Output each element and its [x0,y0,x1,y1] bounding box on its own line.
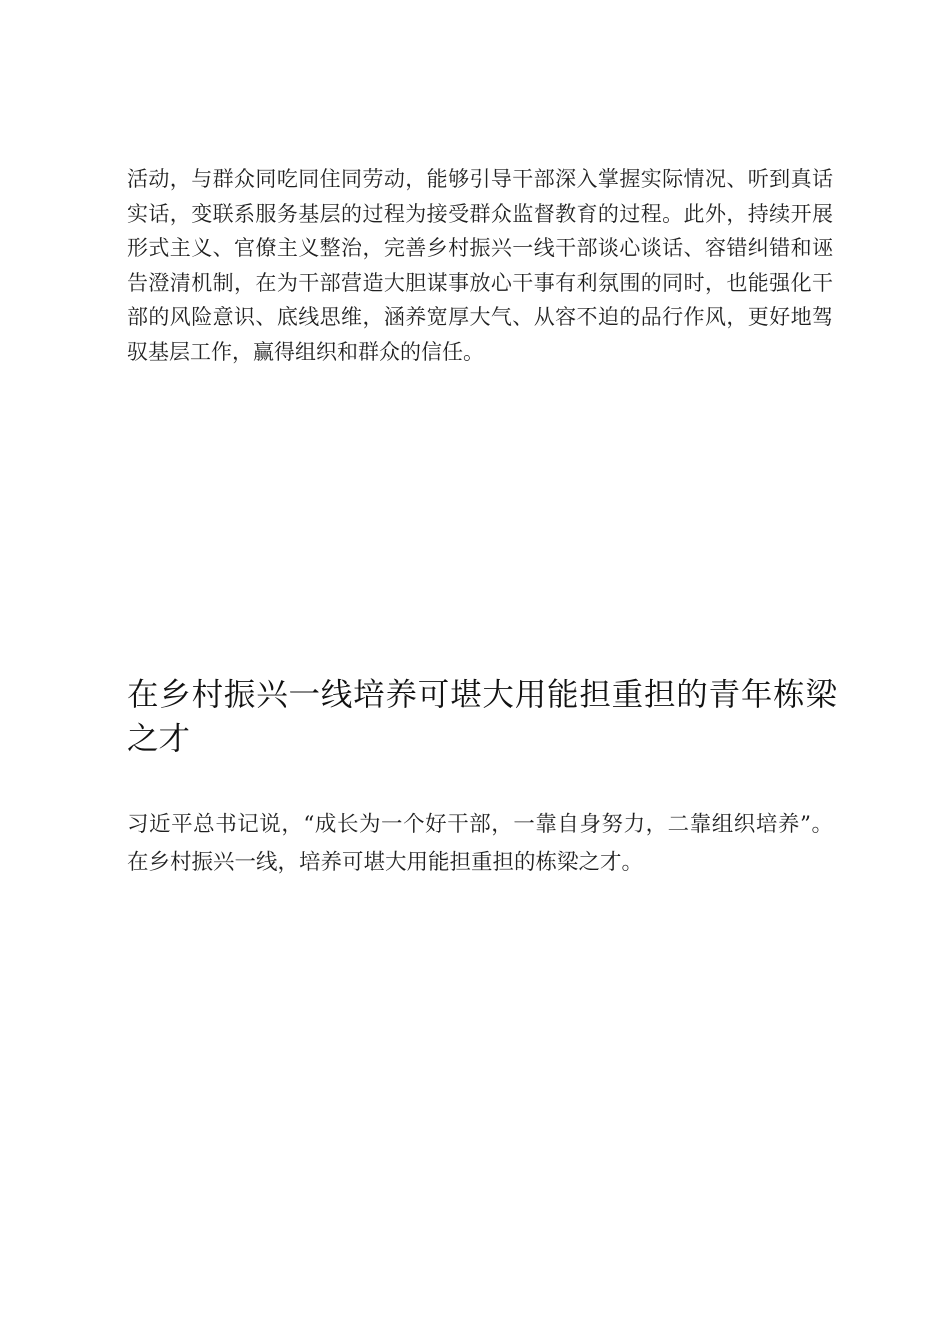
body-paragraph-1: 活动，与群众同吃同住同劳动，能够引导干部深入掌握实际情况、听到真话实话，变联系服务基层的过程为接受群众监督教育的过程。此外，持续开展形式主义、官僚主义整治，完善乡村振兴一线干部谈心谈话、容错纠错和诬告澄清机制，在为干部营造大胆谋事放心干事有利氛围的同时，也能强化干部的风险意识、底线思维，涵养宽厚大气、从容不迫的品行作风，更好地驾驭基层工作，赢得组织和群众的信任。 [127,167,833,364]
section-heading: 在乡村振兴一线培养可堪大用能担重担的青年栋梁之才 [127,677,837,757]
body-paragraph-2: 习近平总书记说，“成长为一个好干部，一靠自身努力，二靠组织培养”。在乡村振兴一线，培养可堪大用能担重担的栋梁之才。 [127,812,833,875]
